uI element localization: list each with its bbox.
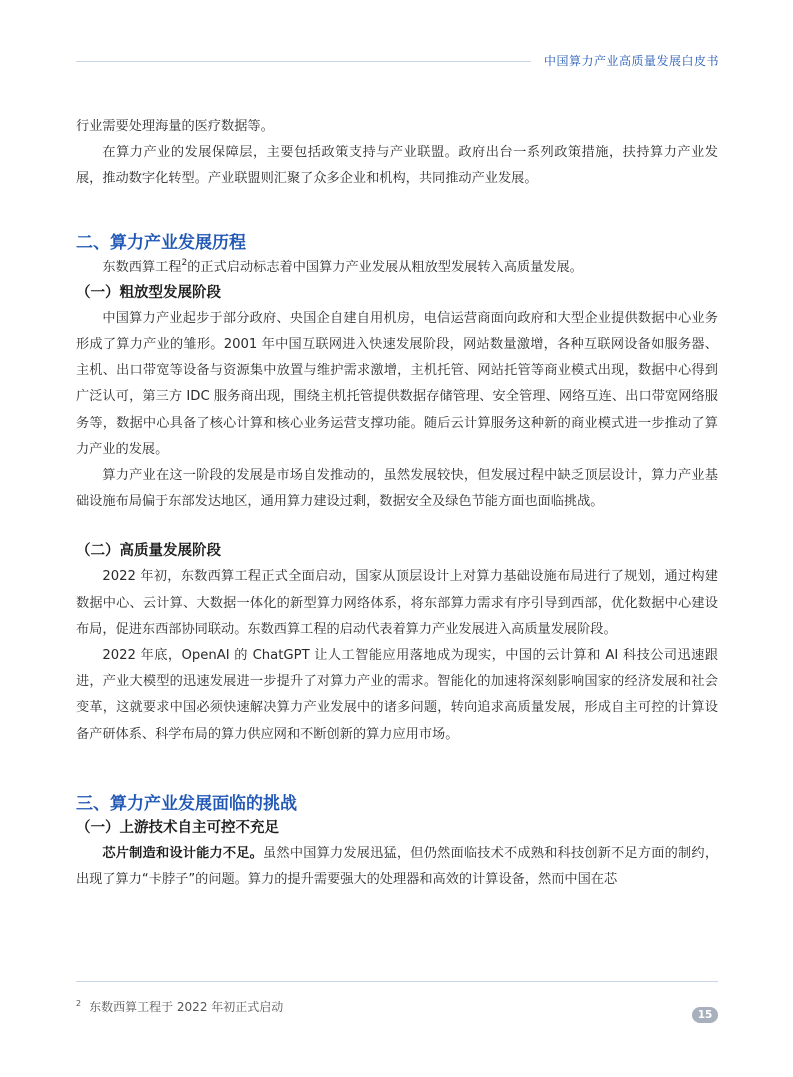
- paragraph-7: 2022 年底，OpenAI 的 ChatGPT 让人工智能应用落地成为现实，中国的云计算和 AI 科技公司迅速跟进，产业大模型的迅速发展进一步提升了对算力产业的需求。智能化的加速将深刻影响国家的经济发展和社会变革，这就要求中国必须快速解决算力产业发展中的诸多问题，转向追求高质量发展，形成自主可控的计算设备产研体系、科学布局的算力供应网和不断创新的算力应用市场。: [76, 648, 718, 742]
- paragraph-3: [76, 255, 718, 281]
- subsection-heading-quality: （二）高质量发展阶段: [76, 543, 221, 560]
- paragraph-8-rest: 虽然中国算力发展迅猛，但仍然面临技术不成熟和科技创新不足方面的制约，出现了算力“卡脖子”的问题。算力的提升需要强大的处理器和高效的计算设备，然而中国在芯: [76, 845, 719, 888]
- subsection-heading-upstream: （一）上游技术自主可控不充足: [76, 819, 279, 836]
- header-title: 中国算力产业高质量发展白皮书: [543, 54, 719, 68]
- paragraph-1: 行业需要处理海量的医疗数据等。: [76, 119, 274, 134]
- footer-rule: [76, 981, 718, 982]
- subsection-heading-extensive: （一）粗放型发展阶段: [76, 284, 221, 301]
- paragraph-3-start: 东数西算工程: [102, 259, 182, 275]
- section-heading-challenges: 三、算力产业发展面临的挑战: [76, 793, 297, 814]
- paragraph-3-end: 的正式启动标志着中国算力产业发展从粗放型发展转入高质量发展。: [187, 259, 583, 275]
- footnote-ref[interactable]: 2: [181, 257, 188, 268]
- footnote-mark: 2: [76, 999, 82, 1008]
- header-rule: [76, 61, 531, 62]
- paragraph-4: 中国算力产业起步于部分政府、央国企自建自用机房，电信运营商面向政府和大型企业提供数据中心业务形成了算力产业的雏形。2001 年中国互联网进入快速发展阶段，网站数量激增，各种互联网设备如服务器、主机、出口带宽等设备与资源集中放置与维护需求激增，主机托管、网站托管等商业模式出现，数据中心得到广泛认可，第三方 IDC 服务商出现，围绕主机托管提供数据存储管理、安全管理、网络互连、出口带宽网络服务等，数据中心具备了核心计算和核心业务运营支撑功能。随后云计算服务这种新的商业模式进一步推动了算力产业的发展。: [76, 310, 718, 457]
- paragraph-8-lead: 芯片制造和设计能力不足。: [102, 845, 264, 861]
- section-heading-history: 二、算力产业发展历程: [76, 232, 246, 253]
- footnote: [76, 998, 283, 1015]
- paragraph-8: [76, 841, 718, 893]
- footnote-text: 东数西算工程于 2022 年初正式启动: [89, 1000, 284, 1014]
- paragraph-2: 在算力产业的发展保障层，主要包括政策支持与产业联盟。政府出台一系列政策措施，扶持算力产业发展，推动数字化转型。产业联盟则汇聚了众多企业和机构，共同推动产业发展。: [76, 145, 718, 187]
- paragraph-6: 2022 年初，东数西算工程正式全面启动，国家从顶层设计上对算力基础设施布局进行了规划，通过构建数据中心、云计算、大数据一体化的新型算力网络体系，将东部算力需求有序引导到西部，优化数据中心建设布局，促进东西部协同联动。东数西算工程的启动代表着算力产业发展进入高质量发展阶段。: [76, 569, 718, 637]
- paragraph-5: 算力产业在这一阶段的发展是市场自发推动的，虽然发展较快，但发展过程中缺乏顶层设计，算力产业基础设施布局偏于东部发达地区，通用算力建设过剩，数据安全及绿色节能方面也面临挑战。: [76, 468, 718, 510]
- main-content: [76, 114, 718, 893]
- page-number-badge: 15: [692, 1007, 718, 1023]
